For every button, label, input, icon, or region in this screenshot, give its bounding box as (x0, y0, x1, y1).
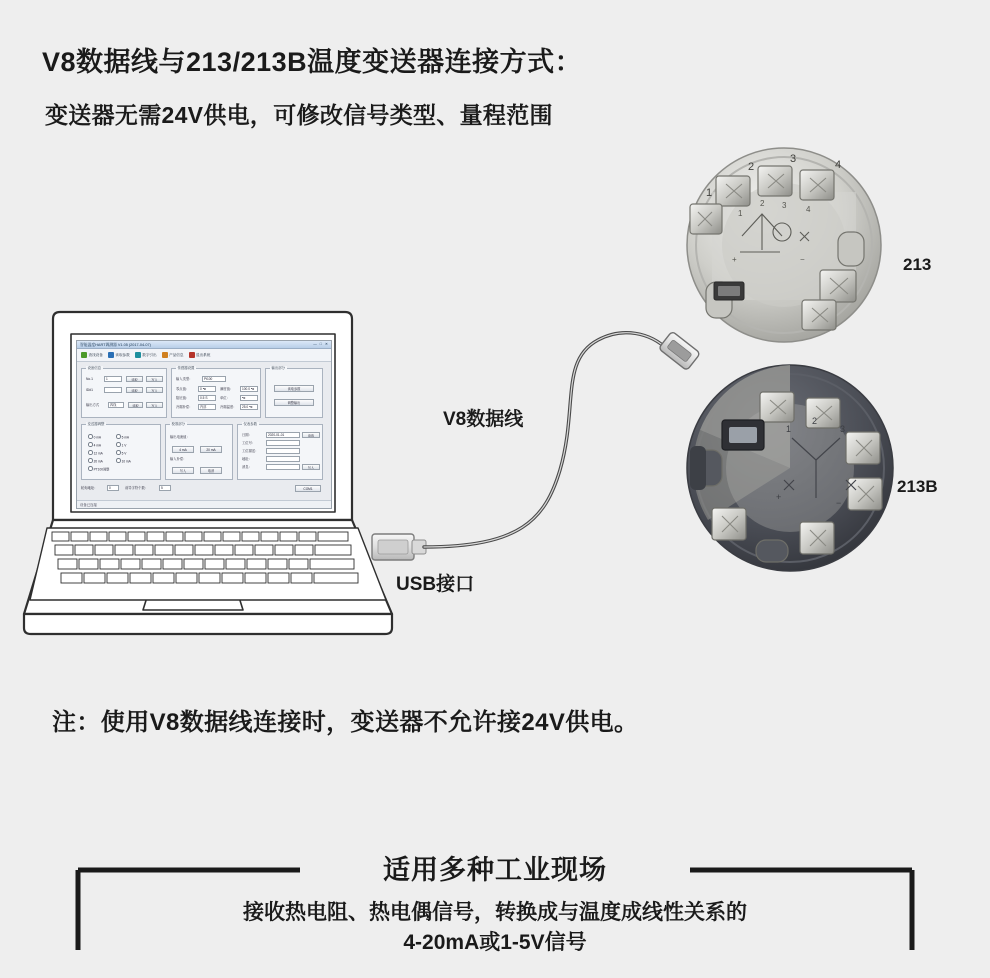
message-label: 消息： (242, 465, 252, 469)
poll-address-input[interactable]: 0 (107, 485, 119, 491)
toolbar-button-find-device[interactable] (81, 352, 103, 358)
toolbar-label: 读取参数 (115, 352, 130, 357)
radio-5v[interactable]: 5 V (116, 450, 126, 455)
banner-subtitle (78, 898, 912, 958)
calib-cancel-button[interactable]: 取消 (200, 467, 222, 474)
svg-text:4: 4 (835, 159, 842, 171)
radio-0ma[interactable]: 0 mA (88, 434, 101, 439)
device-id-label: ID#1 (86, 388, 93, 392)
input-type-label: 输入类型： (176, 377, 193, 381)
input-type-select[interactable]: Pt100 (202, 376, 226, 382)
unit-select[interactable]: ℃ (240, 395, 258, 401)
zero-input[interactable]: 0 ℃ (198, 386, 216, 392)
device-id-input[interactable] (104, 387, 122, 393)
output-mode-write-button[interactable]: 写入 (146, 402, 163, 408)
radio-1v[interactable]: 1 V (116, 442, 126, 447)
transmitter-213b (687, 365, 893, 571)
svg-text:4: 4 (806, 205, 811, 214)
device-no-read-button[interactable]: 读取 (126, 376, 143, 382)
bottom-banner (78, 848, 912, 954)
radio-5ma[interactable]: 5 mA (116, 434, 129, 439)
app-footer-row (81, 484, 325, 496)
svg-text:2: 2 (748, 161, 755, 173)
radio-10ma[interactable]: 10 mA (116, 458, 131, 463)
toolbar-label: 查找设备 (88, 352, 103, 357)
search-icon (81, 352, 87, 358)
tag-desc-label: 工位描述： (242, 449, 259, 453)
output-mode-read-button[interactable]: 读取 (128, 402, 143, 408)
span-input[interactable]: 100.0 ℃ (240, 386, 258, 392)
toolbar (77, 349, 331, 362)
toolbar-label: 产品信息 (169, 352, 184, 357)
label-v8-cable: V8数据线 (443, 409, 524, 430)
read-params-button[interactable]: 读取参数 (274, 385, 314, 392)
svg-text:−: − (800, 255, 805, 264)
unit-label: 单位： (220, 396, 230, 400)
cjc-label: 冷端补偿： (176, 405, 193, 409)
address-input[interactable] (266, 456, 300, 462)
radio-20ma[interactable]: 20 mA (88, 458, 103, 463)
output-mode-select[interactable]: 四线 (108, 402, 124, 408)
banner-subtitle-line2: 4-20mA或1-5V信号 (403, 931, 587, 954)
device-no-write-button[interactable]: 写入 (146, 376, 163, 382)
panel-legend: 变送器调整 (87, 422, 105, 426)
adjust-output-button[interactable]: 调整输出 (274, 399, 314, 406)
svg-text:3: 3 (840, 424, 846, 434)
calib-write-button[interactable]: 写入 (172, 467, 194, 474)
svg-text:3: 3 (782, 201, 787, 210)
toolbar-label: 退出系统 (196, 352, 211, 357)
damping-label: 阻尼值： (176, 396, 190, 400)
mini-usb-plug (658, 331, 700, 371)
params-read-button[interactable]: 读取 (302, 432, 320, 438)
info-icon (162, 352, 168, 358)
damping-input[interactable]: 0.5 S (198, 395, 216, 401)
panel-legend: 输出部分 (271, 366, 286, 370)
radio-12ma[interactable]: 12 mA (88, 450, 103, 455)
date-label: 日期： (242, 433, 252, 437)
svg-text:1: 1 (738, 209, 743, 218)
svg-text:3: 3 (790, 153, 797, 165)
input-compensation-label: 输入补偿： (170, 457, 187, 461)
cjc-temp-input[interactable]: 25.0 ℃ (240, 404, 258, 410)
panel-current-adjust (81, 424, 161, 480)
svg-text:2: 2 (760, 199, 765, 208)
preamble-input[interactable]: 5 (159, 485, 171, 491)
svg-text:2: 2 (812, 416, 818, 426)
window-title: 智能温度HART调测器 V1.05 (2017-04-07) (80, 342, 151, 347)
com-port-select[interactable]: COM1 (295, 485, 321, 492)
date-input[interactable]: 2020-01-01 (266, 432, 300, 438)
download-icon (108, 352, 114, 358)
status-bar: 设备已连接 (77, 500, 331, 508)
panel-device-info (81, 368, 167, 418)
page-title: V8数据线与213/213B温度变送器连接方式： (42, 47, 583, 77)
svg-text:1: 1 (786, 424, 792, 434)
exit-icon (189, 352, 195, 358)
page-subtitle: 变送器无需24V供电，可修改信号类型、量程范围 (45, 102, 553, 128)
cjc-select[interactable]: 内部 (198, 404, 216, 410)
software-window (76, 340, 332, 509)
params-write-button[interactable]: 写入 (302, 464, 320, 470)
panel-sensor-config (171, 368, 261, 418)
device-no-label: No.1 (86, 377, 93, 381)
svg-text:+: + (732, 255, 737, 264)
tag-label: 工位号： (242, 441, 256, 445)
toolbar-button-product-info[interactable] (162, 352, 184, 358)
device-id-write-button[interactable]: 写入 (146, 387, 163, 393)
usb-connector (372, 534, 426, 560)
label-device-213b: 213B (897, 477, 938, 496)
radio-pt100-adjust[interactable]: PT100调整 (88, 466, 109, 471)
span-label: 满度值： (220, 387, 234, 391)
cjc-temp-label: 冷端温度： (220, 405, 237, 409)
toolbar-button-read-params[interactable] (108, 352, 130, 358)
svg-text:−: − (836, 498, 842, 508)
label-usb-port: USB接口 (396, 574, 475, 595)
panel-legend: 仪表参数 (243, 422, 258, 426)
output-current-label: 输出电流值： (170, 435, 190, 439)
toolbar-label: 数字引出 (142, 352, 157, 357)
zero-label: 零点值： (176, 387, 190, 391)
window-controls: — □ ✕ (313, 342, 329, 346)
panel-legend: 传感器设置 (177, 366, 195, 370)
calib-4ma-button[interactable]: 4 mA (172, 446, 194, 453)
device-no-input[interactable]: 1 (104, 376, 122, 382)
poll-address-label: 轮询地址： (81, 486, 98, 490)
svg-text:+: + (776, 492, 782, 502)
panel-device-params (237, 424, 323, 480)
chip-icon (135, 352, 141, 358)
toolbar-button-digital-out[interactable] (135, 352, 157, 358)
device-id-read-button[interactable]: 读取 (126, 387, 143, 393)
window-titlebar (77, 341, 331, 349)
panel-output (265, 368, 323, 418)
banner-title: 适用多种工业现场 (383, 855, 607, 885)
message-input[interactable] (266, 464, 300, 470)
v8-cable (424, 333, 668, 547)
address-label: 地址： (242, 457, 252, 461)
output-mode-label: 输出方式 (86, 403, 100, 407)
preamble-label: 前导字符个数： (125, 486, 149, 490)
panel-legend: 设备信息 (87, 366, 102, 370)
label-device-213: 213 (903, 255, 932, 274)
toolbar-button-exit[interactable] (189, 352, 211, 358)
svg-text:1: 1 (706, 187, 713, 199)
calib-20ma-button[interactable]: 20 mA (200, 446, 222, 453)
panel-legend: 校准部分 (171, 422, 186, 426)
warning-note: 注：使用V8数据线连接时，变送器不允许接24V供电。 (52, 709, 639, 736)
radio-4ma[interactable]: 4 mA (88, 442, 101, 447)
app-body (77, 362, 331, 491)
transmitter-213 (687, 148, 881, 342)
panel-calibration (165, 424, 233, 480)
tag-input[interactable] (266, 440, 300, 446)
banner-subtitle-line1: 接收热电阻、热电偶信号，转换成与温度成线性关系的 (243, 901, 747, 924)
tag-desc-input[interactable] (266, 448, 300, 454)
